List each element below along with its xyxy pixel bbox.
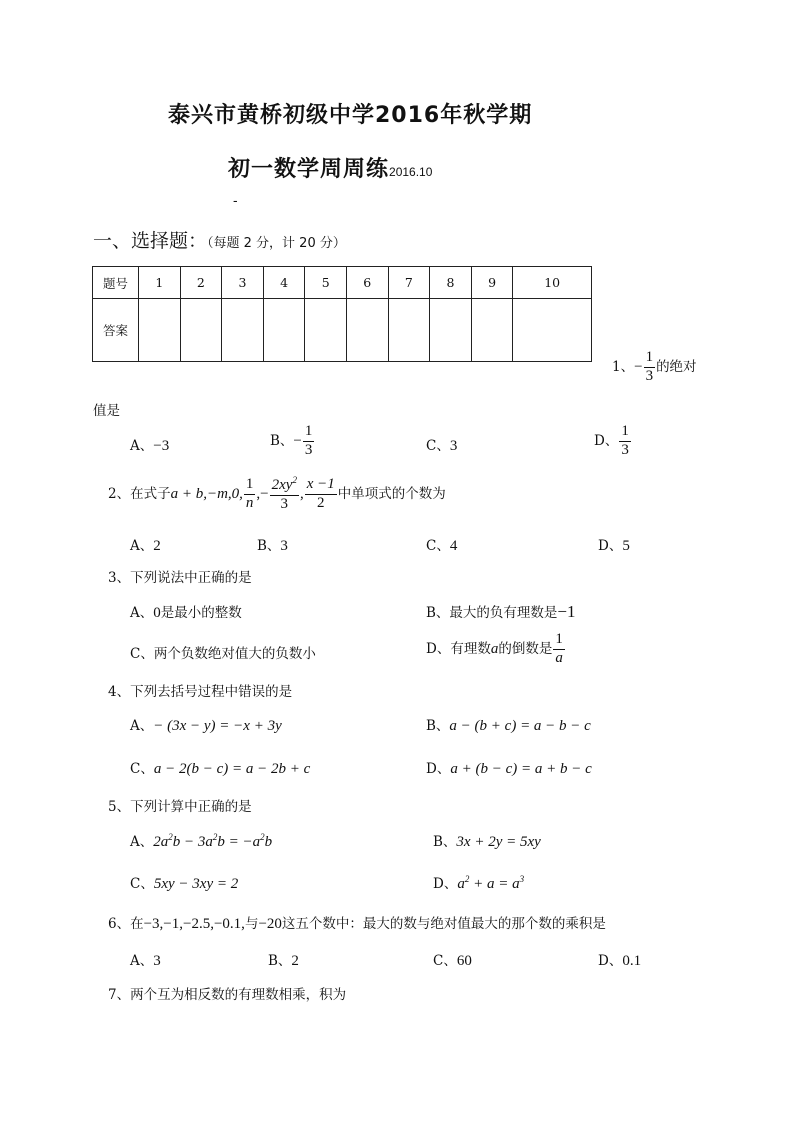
- q6-option-c: C、60: [433, 953, 472, 969]
- answer-cell[interactable]: [263, 299, 305, 362]
- table-row: [93, 299, 592, 362]
- exam-date: 2016.10: [389, 165, 433, 179]
- q1-option-d: D、 $\frac{1}{3}$: [594, 423, 629, 458]
- answer-cell[interactable]: [513, 299, 592, 362]
- q1-option-a: A、−3: [130, 438, 170, 454]
- q5-option-a: A、$2a^2b - 3a^2b = -a^2b$: [130, 832, 273, 850]
- q3-option-d: D、有理数a的倒数是 $\frac{1}{a}$: [426, 631, 563, 666]
- answer-cell[interactable]: [430, 299, 472, 362]
- q4-option-a: A、− (3x − y) = −x + 3y: [130, 718, 282, 734]
- q6-option-a: A、3: [130, 953, 161, 969]
- q7-stem: 7、两个互为相反数的有理数相乘，积为: [108, 987, 347, 1003]
- q4-option-b: B、a − (b + c) = a − b − c: [426, 718, 591, 734]
- q3-option-a: A、0是最小的整数: [130, 605, 242, 621]
- answer-cell[interactable]: [222, 299, 264, 362]
- q2-option-c: C、4: [426, 538, 458, 554]
- question-number: 5: [305, 267, 347, 299]
- q1-stem-cont: 值是: [93, 403, 120, 419]
- q1-option-c: C、3: [426, 438, 458, 454]
- page-subtitle: 初一数学周周练2016.10: [228, 157, 433, 182]
- q5-stem: 5、下列计算中正确的是: [108, 799, 252, 815]
- q2-option-d: D、5: [598, 538, 630, 554]
- section-note: （每题 2 分，计 20 分）: [207, 236, 346, 251]
- q4-option-d: D、a + (b − c) = a + b − c: [426, 761, 592, 777]
- q2-option-b: B、3: [257, 538, 288, 554]
- q1-fraction: $\frac{1}{3}$: [645, 349, 654, 384]
- question-number: 3: [222, 267, 264, 299]
- q2-stem: 2、在式子a + b,−m,0, $\frac{1}{n}$ ,− $\frac{2xy^2}{3}$ , $\frac{x -1}{2}$ 中单项式的个数为: [108, 475, 446, 512]
- question-number: 8: [430, 267, 472, 299]
- q5-option-b: B、3x + 2y = 5xy: [433, 834, 541, 850]
- answer-cell[interactable]: [388, 299, 430, 362]
- answer-cell[interactable]: [139, 299, 181, 362]
- answer-cell[interactable]: [180, 299, 222, 362]
- q1-stem: 1、− $\frac{1}{3}$ 的绝对: [612, 349, 697, 384]
- stray-mark: -: [233, 193, 238, 209]
- question-number: 4: [263, 267, 305, 299]
- q3-option-c: C、两个负数绝对值大的负数小: [130, 646, 316, 662]
- question-number: 9: [471, 267, 513, 299]
- table-row-label: 题号: [93, 267, 139, 299]
- answer-cell[interactable]: [305, 299, 347, 362]
- answer-cell[interactable]: [471, 299, 513, 362]
- school-title: 泰兴市黄桥初级中学2016年秋学期: [168, 103, 533, 128]
- question-number: 6: [346, 267, 388, 299]
- q4-stem: 4、下列去括号过程中错误的是: [108, 684, 293, 700]
- question-number: 1: [139, 267, 181, 299]
- q6-stem: 6、在−3,−1,−2.5,−0.1,与−20这五个数中：最大的数与绝对值最大的那个数的乘积是: [108, 916, 606, 932]
- q2-option-a: A、2: [130, 538, 161, 554]
- q3-option-b: B、最大的负有理数是−1: [426, 602, 576, 621]
- q5-option-d: D、$a^2 + a = a^3$: [433, 874, 525, 892]
- q1-option-b: B、− $\frac{1}{3}$: [270, 423, 313, 458]
- q6-option-b: B、2: [268, 953, 299, 969]
- q3-stem: 3、下列说法中正确的是: [108, 570, 252, 586]
- table-row-label: 答案: [93, 299, 139, 362]
- question-number: 7: [388, 267, 430, 299]
- section-heading: 一、选择题：（每题 2 分，计 20 分）: [93, 230, 346, 252]
- q6-option-d: D、0.1: [598, 953, 642, 969]
- q4-option-c: C、a − 2(b − c) = a − 2b + c: [130, 761, 311, 777]
- answer-table: [92, 266, 592, 362]
- q5-option-c: C、5xy − 3xy = 2: [130, 876, 239, 892]
- question-number: 2: [180, 267, 222, 299]
- question-number: 10: [513, 267, 592, 299]
- table-row: [93, 267, 592, 299]
- answer-cell[interactable]: [346, 299, 388, 362]
